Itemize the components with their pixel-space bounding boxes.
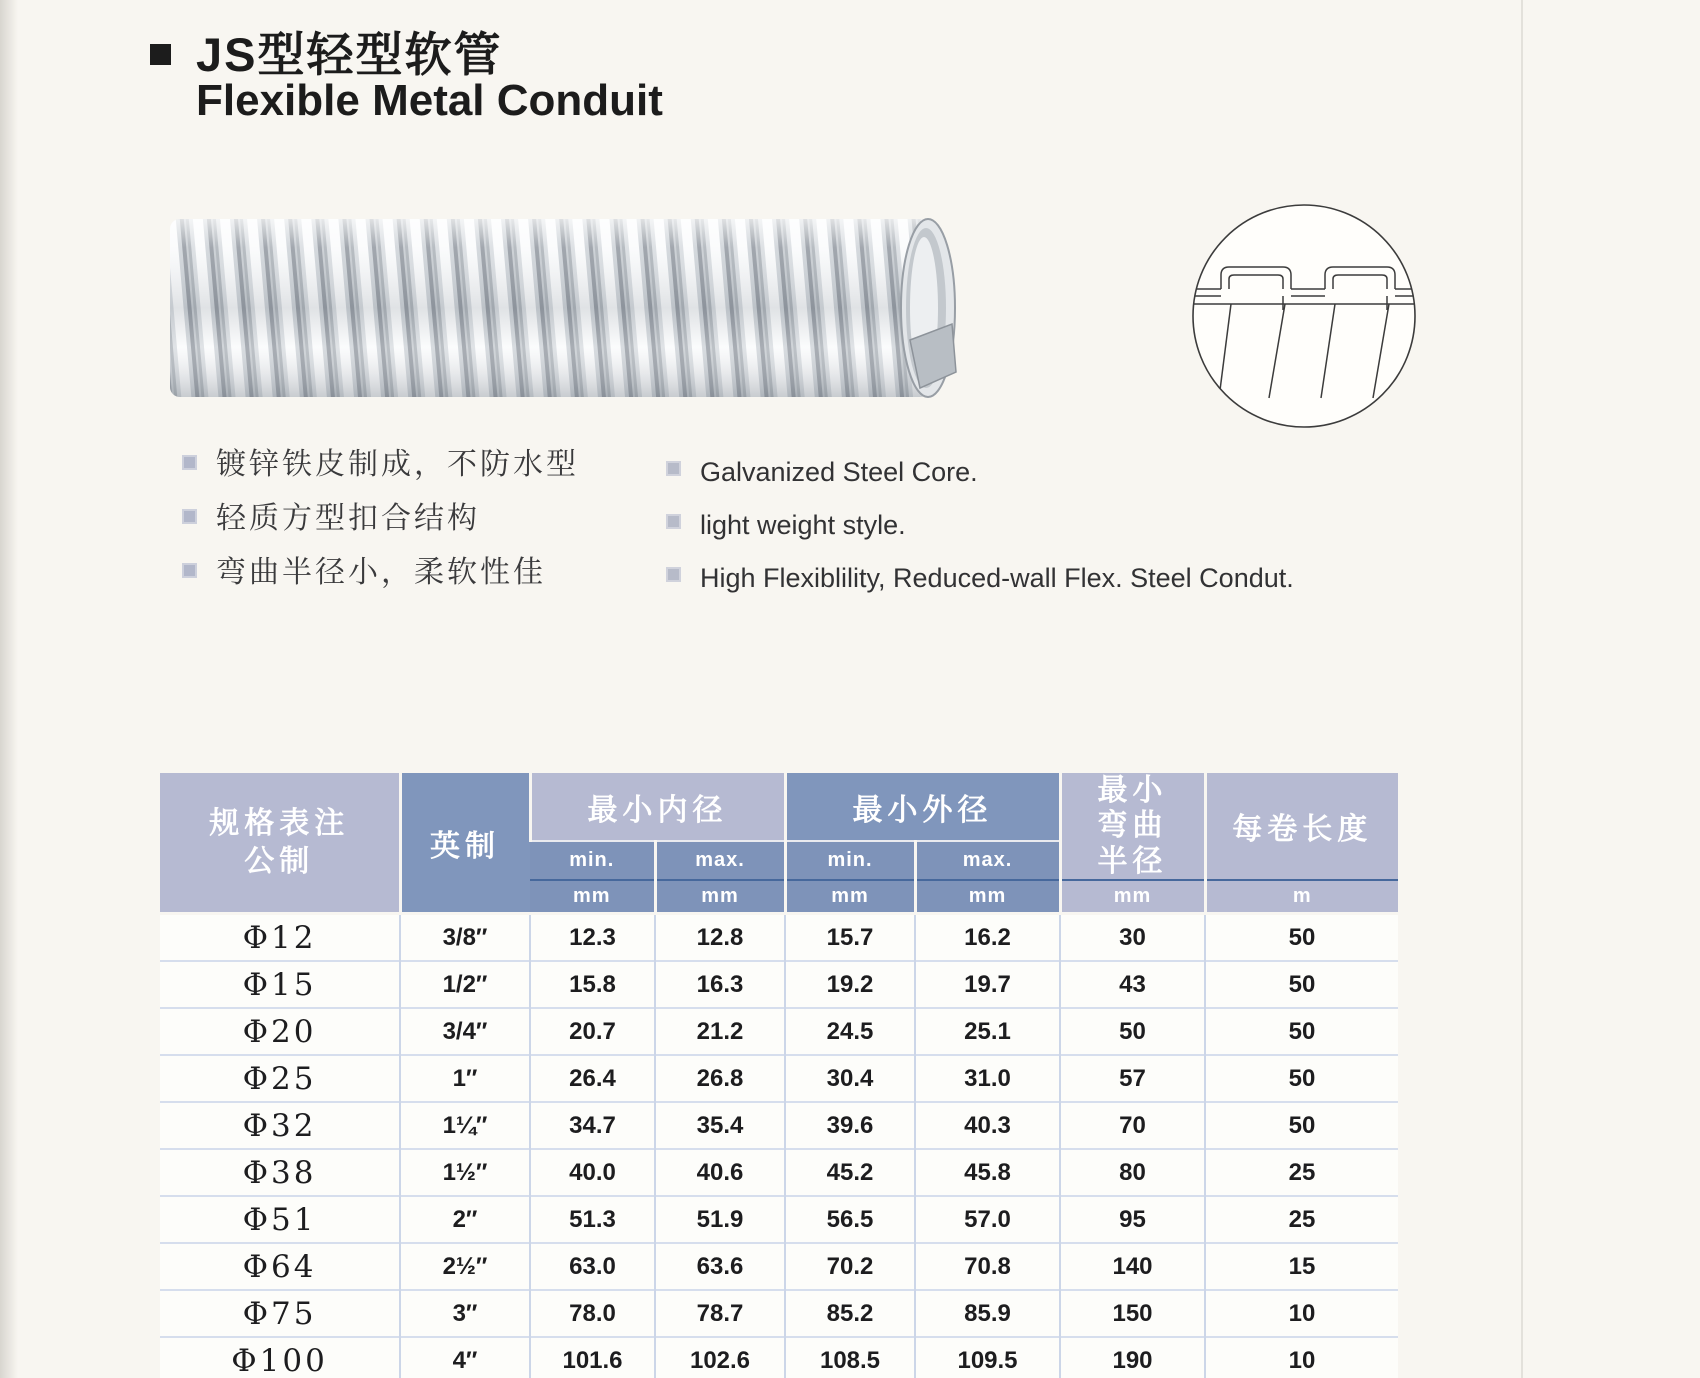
cell-inch: 1¼″ <box>400 1102 530 1149</box>
cell-od_max: 57.0 <box>915 1196 1060 1243</box>
feature-list-en <box>666 456 1294 615</box>
cell-bend: 57 <box>1060 1055 1205 1102</box>
cell-od_max: 40.3 <box>915 1102 1060 1149</box>
header-length-unit: m <box>1205 880 1398 914</box>
cell-length: 50 <box>1205 1055 1398 1102</box>
cell-od_min: 39.6 <box>785 1102 915 1149</box>
header-spec-metric <box>160 773 400 914</box>
feature-item <box>666 509 1294 541</box>
cell-bend: 30 <box>1060 914 1205 962</box>
header-bend-line2: 弯曲 <box>1097 809 1168 843</box>
cell-od_min: 30.4 <box>785 1055 915 1102</box>
bullet-square-icon <box>182 455 197 470</box>
cell-od_max: 85.9 <box>915 1290 1060 1337</box>
header-id-max-unit: mm <box>655 880 785 914</box>
bullet-square-icon <box>666 461 681 476</box>
cell-id_min: 20.7 <box>530 1008 655 1055</box>
cell-id_max: 63.6 <box>655 1243 785 1290</box>
page-title-en: Flexible Metal Conduit <box>196 76 663 125</box>
cell-metric: Φ25 <box>160 1055 400 1102</box>
cell-metric: Φ75 <box>160 1290 400 1337</box>
cell-inch: 2″ <box>400 1196 530 1243</box>
header-od-max: max. <box>915 841 1060 880</box>
cell-inch: 1/2″ <box>400 961 530 1008</box>
cell-id_min: 51.3 <box>530 1196 655 1243</box>
cell-id_max: 21.2 <box>655 1008 785 1055</box>
cell-length: 50 <box>1205 961 1398 1008</box>
cell-inch: 3/8″ <box>400 914 530 962</box>
cell-od_min: 85.2 <box>785 1290 915 1337</box>
cell-id_max: 16.3 <box>655 961 785 1008</box>
page-title-zh: JS型轻型软管 <box>196 28 503 81</box>
cell-bend: 95 <box>1060 1196 1205 1243</box>
cross-section-diagram <box>1186 198 1423 435</box>
feature-text: Galvanized Steel Core. <box>700 457 978 487</box>
header-inch: 英制 <box>400 773 530 914</box>
feature-item <box>666 562 1294 594</box>
cell-inch: 2½″ <box>400 1243 530 1290</box>
header-od-max-unit: mm <box>915 880 1060 914</box>
cell-inch: 3″ <box>400 1290 530 1337</box>
table-row <box>160 1149 1398 1196</box>
header-od-min-unit: mm <box>785 880 915 914</box>
cell-od_min: 45.2 <box>785 1149 915 1196</box>
cell-id_min: 78.0 <box>530 1290 655 1337</box>
cell-metric: Φ12 <box>160 914 400 962</box>
cell-od_min: 15.7 <box>785 914 915 962</box>
cell-inch: 1½″ <box>400 1149 530 1196</box>
cell-id_min: 15.8 <box>530 961 655 1008</box>
cell-metric: Φ51 <box>160 1196 400 1243</box>
page-fold-line <box>1521 0 1523 1378</box>
cell-id_max: 102.6 <box>655 1337 785 1378</box>
cell-bend: 150 <box>1060 1290 1205 1337</box>
cell-bend: 190 <box>1060 1337 1205 1378</box>
cell-length: 10 <box>1205 1337 1398 1378</box>
cell-metric: Φ38 <box>160 1149 400 1196</box>
cell-od_max: 16.2 <box>915 914 1060 962</box>
cell-metric: Φ100 <box>160 1337 400 1378</box>
cell-od_max: 45.8 <box>915 1149 1060 1196</box>
cell-id_min: 101.6 <box>530 1337 655 1378</box>
table-row <box>160 961 1398 1008</box>
feature-text: 轻质方型扣合结构 <box>216 502 480 535</box>
cell-metric: Φ32 <box>160 1102 400 1149</box>
bullet-square-icon <box>182 563 197 578</box>
table-row <box>160 1196 1398 1243</box>
cell-od_max: 19.7 <box>915 961 1060 1008</box>
header-bend-unit: mm <box>1060 880 1205 914</box>
cell-od_max: 109.5 <box>915 1337 1060 1378</box>
header-spec-line1: 规格表注 <box>209 807 350 841</box>
spec-table-header <box>160 773 1398 914</box>
table-row <box>160 914 1398 962</box>
cell-id_min: 40.0 <box>530 1149 655 1196</box>
cell-id_max: 12.8 <box>655 914 785 962</box>
section-bullet-icon <box>150 44 171 65</box>
cell-metric: Φ64 <box>160 1243 400 1290</box>
bullet-square-icon <box>182 509 197 524</box>
spec-table <box>160 773 1398 1378</box>
cell-bend: 70 <box>1060 1102 1205 1149</box>
feature-text: 弯曲半径小，柔软性佳 <box>216 556 546 589</box>
cell-od_min: 19.2 <box>785 961 915 1008</box>
header-spec-line2: 公制 <box>244 844 315 878</box>
header-id-min-unit: mm <box>530 880 655 914</box>
cell-id_min: 34.7 <box>530 1102 655 1149</box>
table-row <box>160 1290 1398 1337</box>
cell-inch: 3/4″ <box>400 1008 530 1055</box>
cell-id_min: 12.3 <box>530 914 655 962</box>
conduit-photo-art <box>168 212 960 404</box>
feature-list-zh <box>182 448 579 610</box>
cell-id_max: 78.7 <box>655 1290 785 1337</box>
cell-length: 50 <box>1205 1008 1398 1055</box>
table-row <box>160 1337 1398 1378</box>
feature-text: High Flexiblility, Reduced-wall Flex. Steel Condut. <box>700 563 1294 593</box>
spec-table-wrap <box>160 773 1398 1378</box>
cell-id_min: 26.4 <box>530 1055 655 1102</box>
cell-length: 25 <box>1205 1149 1398 1196</box>
cell-length: 50 <box>1205 914 1398 962</box>
feature-text: 镀锌铁皮制成，不防水型 <box>216 448 579 481</box>
page-edge-shadow <box>0 0 18 1378</box>
cell-od_min: 108.5 <box>785 1337 915 1378</box>
cell-bend: 50 <box>1060 1008 1205 1055</box>
conduit-photo <box>168 212 960 404</box>
header-group-outer-diameter: 最小外径 <box>785 773 1060 841</box>
cell-length: 10 <box>1205 1290 1398 1337</box>
header-bend-line3: 半径 <box>1097 844 1168 878</box>
table-row <box>160 1243 1398 1290</box>
header-od-min: min. <box>785 841 915 880</box>
bullet-square-icon <box>666 567 681 582</box>
cell-od_min: 70.2 <box>785 1243 915 1290</box>
cell-od_max: 25.1 <box>915 1008 1060 1055</box>
feature-item <box>666 456 1294 488</box>
cell-od_min: 24.5 <box>785 1008 915 1055</box>
cell-id_max: 40.6 <box>655 1149 785 1196</box>
cell-od_max: 31.0 <box>915 1055 1060 1102</box>
cell-id_max: 35.4 <box>655 1102 785 1149</box>
feature-text: light weight style. <box>700 510 906 540</box>
cell-inch: 4″ <box>400 1337 530 1378</box>
header-roll-length: 每卷长度 <box>1205 773 1398 880</box>
table-row <box>160 1008 1398 1055</box>
feature-item <box>182 448 579 482</box>
cell-bend: 140 <box>1060 1243 1205 1290</box>
cell-length: 15 <box>1205 1243 1398 1290</box>
header-bend-line1: 最小 <box>1097 774 1168 807</box>
header-id-min: min. <box>530 841 655 880</box>
cell-metric: Φ15 <box>160 961 400 1008</box>
cell-bend: 43 <box>1060 961 1205 1008</box>
header-id-max: max. <box>655 841 785 880</box>
header-bend-radius <box>1060 773 1205 880</box>
cross-section-art <box>1186 198 1423 435</box>
cell-inch: 1″ <box>400 1055 530 1102</box>
cell-metric: Φ20 <box>160 1008 400 1055</box>
cell-bend: 80 <box>1060 1149 1205 1196</box>
table-row <box>160 1102 1398 1149</box>
cell-id_max: 26.8 <box>655 1055 785 1102</box>
table-row <box>160 1055 1398 1102</box>
feature-item <box>182 556 579 590</box>
spec-table-body <box>160 914 1398 1378</box>
bullet-square-icon <box>666 514 681 529</box>
cell-length: 25 <box>1205 1196 1398 1243</box>
feature-item <box>182 502 579 536</box>
cell-od_min: 56.5 <box>785 1196 915 1243</box>
header-group-inner-diameter: 最小内径 <box>530 773 785 841</box>
cell-id_max: 51.9 <box>655 1196 785 1243</box>
cell-length: 50 <box>1205 1102 1398 1149</box>
cell-id_min: 63.0 <box>530 1243 655 1290</box>
cell-od_max: 70.8 <box>915 1243 1060 1290</box>
